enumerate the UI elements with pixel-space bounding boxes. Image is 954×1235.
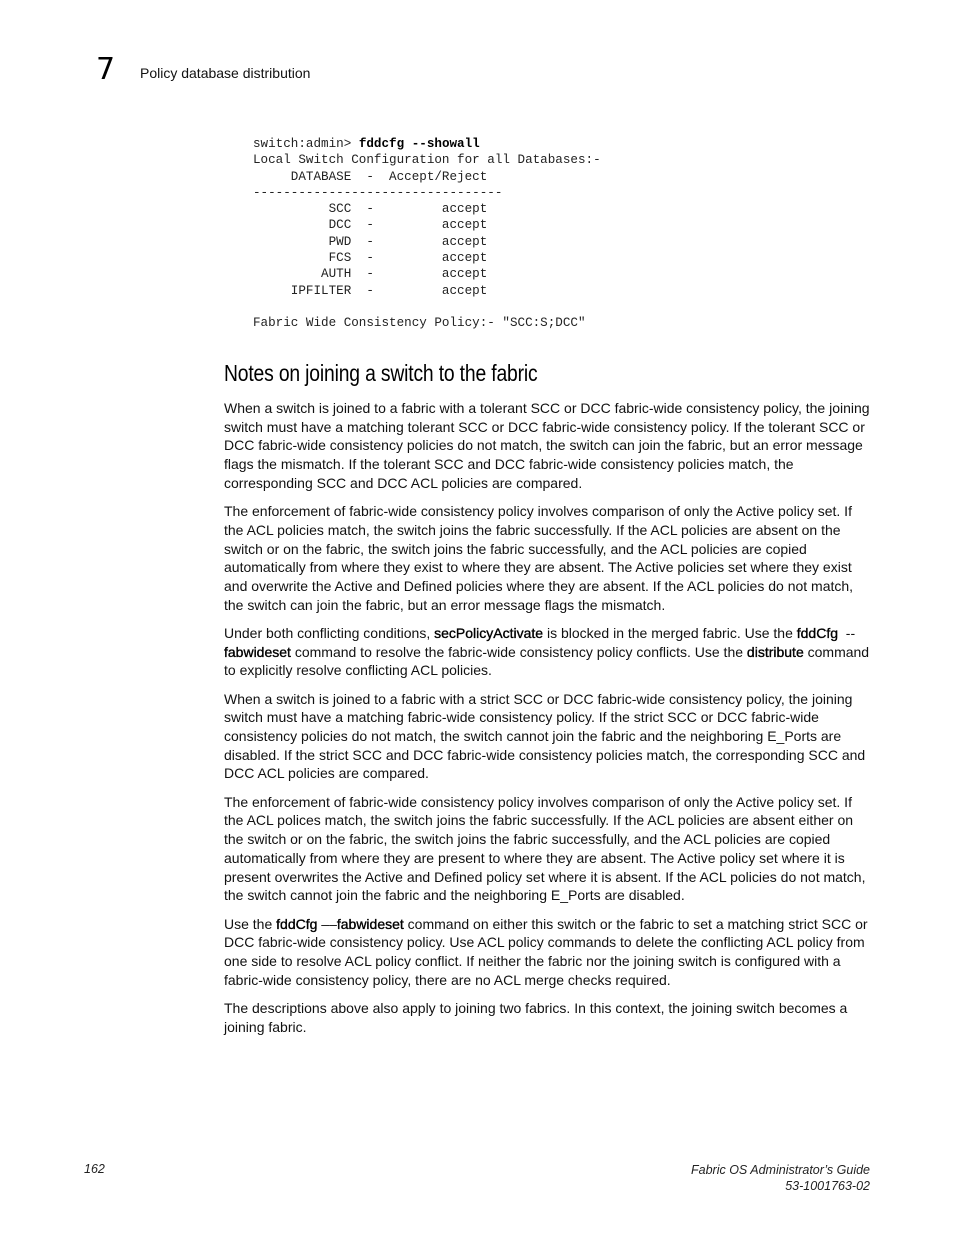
section-body	[224, 399, 870, 1046]
code-row: DCC - accept	[253, 218, 488, 233]
code-line: ---------------------------------	[253, 185, 503, 200]
code-line: Fabric Wide Consistency Policy:- "SCC:S;DCC"	[253, 316, 586, 331]
code-row: FCS - accept	[253, 251, 488, 266]
code-row: IPFILTER - accept	[253, 283, 488, 298]
paragraph	[224, 915, 870, 990]
code-example	[253, 136, 601, 332]
code-prompt: switch:admin>	[253, 137, 359, 151]
paragraph: When a switch is joined to a fabric with a tolerant SCC or DCC fabric-wide consistency policy, the joining switch must have a matching tolerant SCC or DCC fabric-wide consistency policy. If the tolerant SCC or DCC fabric-wide consistency policies do not match, the switch can join the fabric, but an error message flags the mismatch. If the tolerant SCC and DCC fabric-wide consistency policies match, the corresponding SCC and DCC ACL policies are compared.	[224, 400, 870, 491]
code-row: SCC - accept	[253, 202, 488, 217]
paragraph-text: command to resolve the fabric-wide consistency policy conflicts. Use the	[290, 643, 747, 660]
paragraph-text: Use the	[224, 915, 277, 932]
paragraph-text: is blocked in the merged fabric. Use the	[543, 624, 797, 641]
paragraph-text: Under both conflicting conditions,	[224, 624, 435, 641]
footer-doc-info	[691, 1162, 870, 1194]
paragraph: The enforcement of fabric-wide consistency policy involves comparison of only the Active policy set. If the ACL polices match, the switch joins the fabric successfully. If the ACL policies are absent either on the switch or on the fabric, the switch joins the fabric successfully, and the ACL policies are copied automatically from where they are present to where they are absent. The Active policy set where it is present overwrites the Active and Defined policy set where it is absent. If the ACL policies do not match, the switch cannot join the fabric and the neighboring E_Ports are disabled.	[224, 793, 866, 904]
command-option: fabwideset	[224, 643, 291, 660]
section-heading: Notes on joining a switch to the fabric	[224, 360, 538, 386]
paragraph-text: --	[838, 624, 856, 641]
paragraph: The descriptions above also apply to joining two fabrics. In this context, the joining switch becomes a joining fabric.	[224, 999, 848, 1035]
code-command: fddcfg --showall	[358, 137, 480, 151]
chapter-number: 7	[96, 52, 116, 87]
code-row: AUTH - accept	[253, 267, 488, 282]
command-option: fabwideset	[336, 915, 404, 932]
paragraph-text: ––	[317, 915, 337, 932]
paragraph: When a switch is joined to a fabric with a strict SCC or DCC fabric-wide consistency policy, the joining switch must have a matching fabric-wide consistency policy. If the strict SCC or DCC fabric-wide consistency policies do not match, the switch cannot join the fabric and the neighboring E_Ports are disabled. If the strict SCC and DCC fabric-wide consistency policies match, the corresponding SCC and DCC ACL policies are compared.	[224, 690, 866, 782]
page-number: 162	[84, 1162, 105, 1176]
paragraph-text: command to explicitly resolve conflicting ACL policies.	[224, 643, 870, 679]
doc-title: Fabric OS Administrator’s Guide	[691, 1163, 870, 1177]
command-name: fddCfg	[276, 915, 318, 932]
code-row: PWD - accept	[253, 234, 488, 249]
paragraph	[224, 624, 870, 680]
doc-number: 53-1001763-02	[785, 1179, 870, 1193]
paragraph-text: command on either this switch or the fabric to set a matching strict SCC or DCC fabric-wide consistency policy. Use ACL policy commands to delete the conflicting ACL policy from one side to resolve ACL policy conflict. If neither the fabric nor the joining switch is configured with a fabric-wide consistency policy, there are no ACL merge checks required.	[224, 915, 868, 988]
paragraph: The enforcement of fabric-wide consistency policy involves comparison of only the Active policy set. If the ACL policies match, the switch joins the fabric successfully. If the ACL policies are absent on the switch or on the fabric, the switch joins the fabric successfully, and the ACL policies are copied automatically from where they exist to where they are absent. The Active policies set where they exist and overwrite the Active and Defined policies where they are absent. If the ACL policies do not match, the switch can join the fabric, but an error message flags the mismatch.	[224, 503, 854, 613]
code-line: DATABASE - Accept/Reject	[253, 169, 488, 184]
command-name: fddCfg	[796, 624, 838, 641]
chapter-title: Policy database distribution	[140, 65, 311, 81]
code-line: Local Switch Configuration for all Databases:-	[253, 153, 601, 168]
command-name: secPolicyActivate	[434, 624, 544, 641]
command-name: distribute	[746, 643, 804, 660]
